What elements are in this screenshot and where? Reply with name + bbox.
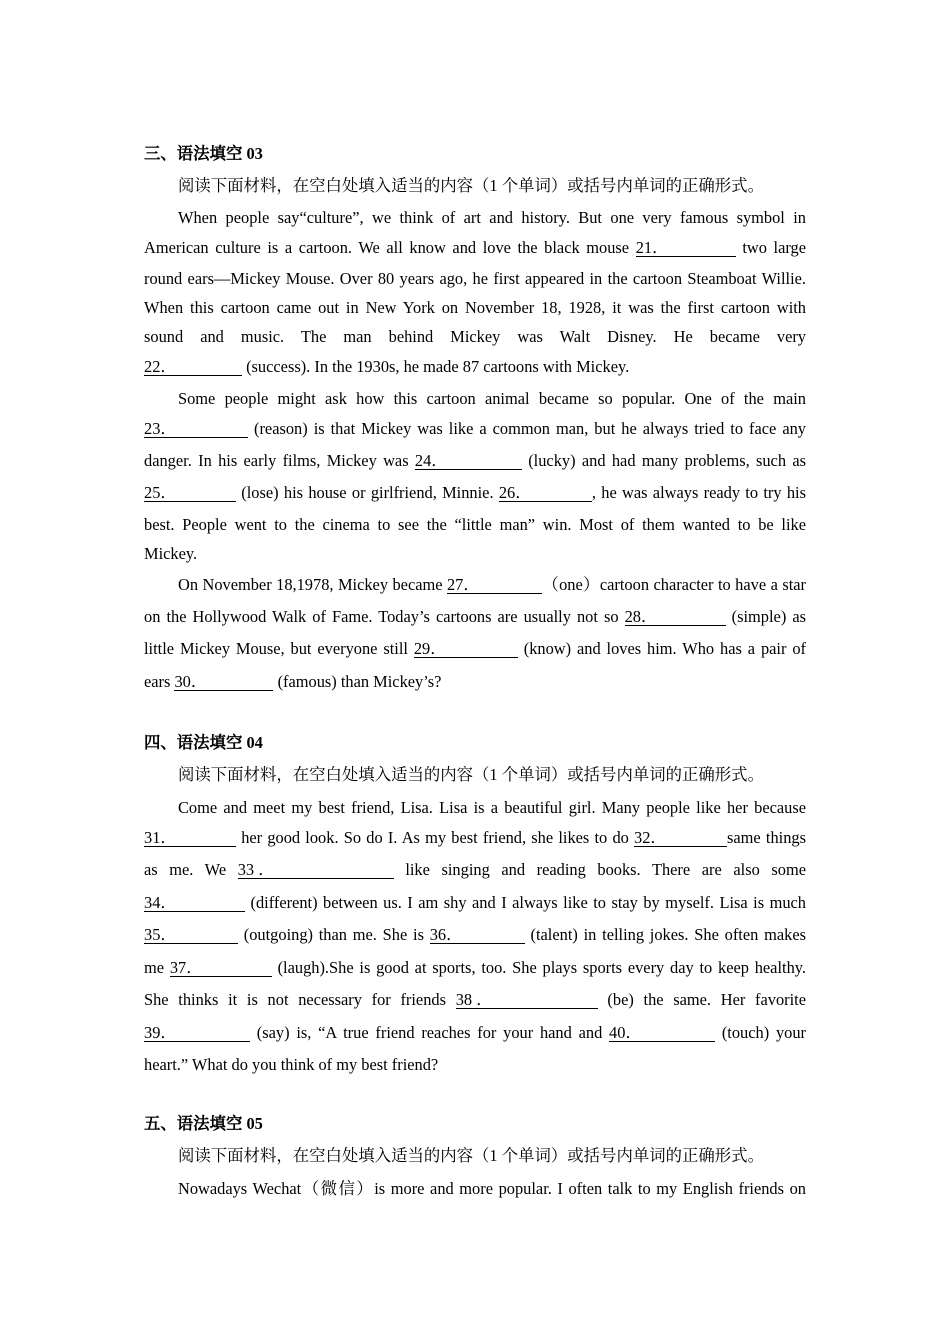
answer-blank: 35． [144,926,238,944]
text-run: American culture is a cartoon. We all know and love the black mouse [144,238,636,257]
text-line [144,670,806,694]
text-line [144,1021,806,1045]
answer-blank: 23． [144,420,248,438]
answer-blank: 22． [144,358,242,376]
answer-blank: 28． [625,608,726,626]
text-line [144,206,806,230]
text-run: as me. We [144,860,238,879]
text-run: heart.” What do you think of my best friend? [144,1055,439,1074]
text-run: (different) between us. I am shy and I always like to stay by myself. Lisa is much [245,893,806,912]
text-run: two large [735,238,806,257]
text-run: She thinks it is not necessary for friends [144,990,456,1009]
text-run: (lose) his house or girlfriend, Minnie. [236,483,499,502]
instruction-text: 阅读下面材料，在空白处填入适当的内容（1 个单词）或括号内单词的正确形式。 [178,1146,764,1165]
text-run: her good look. So do I. As my best friend, she likes to do [236,828,635,847]
text-run: same things [727,828,806,847]
instruction-text: 阅读下面材料，在空白处填入适当的内容（1 个单词）或括号内单词的正确形式。 [178,765,764,784]
text-line [144,325,806,349]
text-run: Come and meet my best friend, Lisa. Lisa is a beautiful girl. Many people like her because [178,798,806,817]
text-line [144,267,806,291]
text-run: Some people might ask how this cartoon animal became so popular. One of the main [178,389,806,408]
text-line [144,923,806,947]
text-line [144,858,806,882]
text-line [144,387,806,411]
answer-blank: 39． [144,1024,250,1042]
text-line [144,417,806,441]
text-run: (outgoing) than me. She is [238,925,430,944]
section-heading: 五、语法填空 05 [144,1114,263,1133]
answer-blank: 27． [447,576,542,594]
text-run: ears [144,672,175,691]
text-run: (reason) is that Mickey was like a common man, but he always tried to face any [248,419,806,438]
answer-blank: 25． [144,484,236,502]
answer-blank: 40． [609,1024,715,1042]
answer-blank: 34． [144,894,245,912]
text-run: On November 18,1978, Mickey became [178,575,447,594]
text-line [144,542,806,566]
text-line [144,1053,806,1077]
text-run: round ears—Mickey Mouse. Over 80 years ago, he first appeared in the cartoon Steamboat Willie. [144,269,806,288]
text-run: (know) and loves him. Who has a pair of [517,639,806,658]
text-run: little Mickey Mouse, but everyone still [144,639,414,658]
text-run: on the Hollywood Walk of Fame. Today’s cartoons are usually not so [144,607,625,626]
text-line [144,891,806,915]
text-run: When people say“culture”, we think of art and history. But one very famous symbol in [178,208,806,227]
text-run: (say) is, “A true friend reaches for your hand and [250,1023,610,1042]
answer-blank: 37． [170,959,272,977]
text-line [144,449,806,473]
text-line [144,513,806,537]
answer-blank: 21． [636,239,736,257]
text-line [144,1177,806,1201]
text-line [144,296,806,320]
text-run: (success). In the 1930s, he made 87 cartoons with Mickey. [242,357,630,376]
answer-blank: 32． [634,829,727,847]
text-run: （one）cartoon character to have a star [541,575,806,594]
text-line [144,956,806,980]
text-run: like singing and reading books. There are also some [393,860,806,879]
text-line [144,796,806,820]
text-line [144,637,806,661]
text-run: (talent) in telling jokes. She often makes [524,925,806,944]
text-line [144,605,806,629]
text-run: sound and music. The man behind Mickey was Walt Disney. He became very [144,327,806,346]
text-run: , he was always ready to try his [591,483,806,502]
text-run: (be) the same. Her favorite [597,990,806,1009]
text-line [144,573,806,597]
text-run: danger. In his early films, Mickey was [144,451,415,470]
text-run: (lucky) and had many problems, such as [521,451,807,470]
answer-blank: 29． [414,640,518,658]
answer-blank: 30． [174,673,273,691]
text-run: When this cartoon came out in New York on November 18, 1928, it was the first cartoon with [144,298,806,317]
text-line [144,826,806,850]
text-run: (simple) as [725,607,806,626]
answer-blank: 26． [499,484,592,502]
answer-blank: 31． [144,829,236,847]
section-heading: 四、语法填空 04 [144,733,263,752]
text-run: (laugh).She is good at sports, too. She plays sports every day to keep healthy. [271,958,806,977]
text-line [144,988,806,1012]
text-run: (touch) your [715,1023,806,1042]
text-run: Nowadays Wechat（微信）is more and more popular. I often talk to my English friends on [178,1179,806,1198]
text-run: Mickey. [144,544,198,563]
section-heading: 三、语法填空 03 [144,144,263,163]
text-run: (famous) than Mickey’s? [273,672,442,691]
answer-blank: 24． [415,452,522,470]
text-line [144,236,806,260]
text-run: best. People went to the cinema to see the “little man” win. Most of them wanted to be like [144,515,806,534]
text-line [144,481,806,505]
instruction-text: 阅读下面材料，在空白处填入适当的内容（1 个单词）或括号内单词的正确形式。 [178,176,764,195]
text-run: me [144,958,170,977]
text-line [144,355,806,379]
answer-blank: 36． [430,926,525,944]
answer-blank: 38 ． [456,991,598,1009]
answer-blank: 33 ． [238,861,394,879]
